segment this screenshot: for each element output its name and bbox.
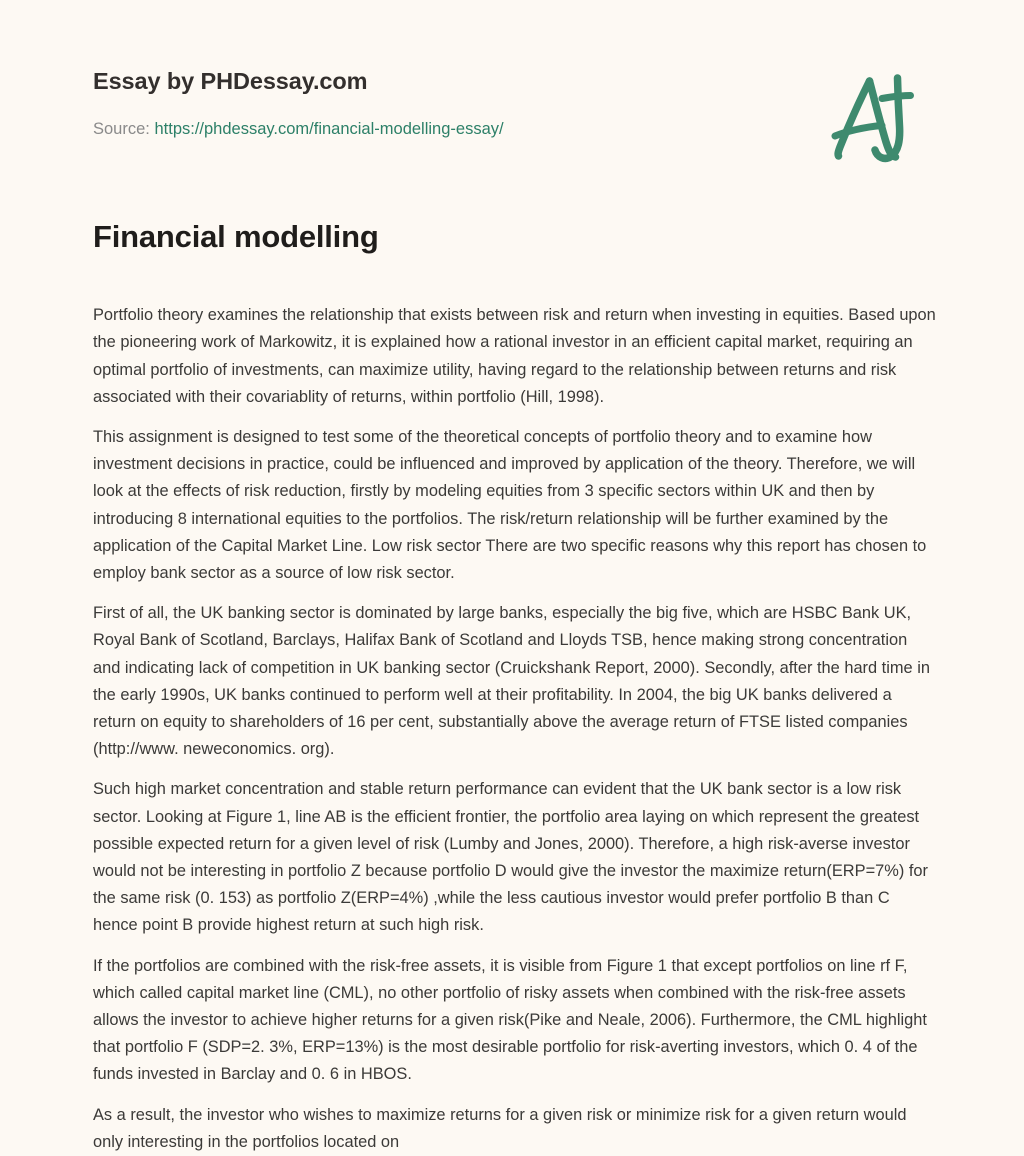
article-paragraph: First of all, the UK banking sector is dominated by large banks, especially the big five, which are HSBC Bank UK, Royal Bank of Scotland, Barclays, Halifax Bank of Scotland and Lloyds TSB, hence making strong concentration and indicating lack of competition in UK banking sector (Cruickshank Report, 2000). Secondly, after the hard time in the early 1990s, UK banks continued to perform well at their profitability. In 2004, the big UK banks delivered a return on equity to shareholders of 16 per cent, substantially above the average return of FTSE listed companies (http://www. neweconomics. org).: [93, 604, 930, 759]
article-paragraph: Portfolio theory examines the relationship that exists between risk and return when investing in equities. Based upon the pioneering work of Markowitz, it is explained how a rational investor in an efficient capital market, requiring an optimal portfolio of investments, can maximize utility, having regard to the relationship between returns and risk associated with their covariablity of returns, within portfolio (Hill, 1998).: [93, 306, 936, 406]
source-label: Source:: [93, 120, 150, 138]
a-plus-logo-icon: [812, 52, 932, 172]
article: [93, 218, 938, 1156]
article-paragraph: This assignment is designed to test some of the theoretical concepts of portfolio theory and to examine how investment decisions in practice, could be influenced and improved by application of the theory. Therefore, we will look at the effects of risk reduction, firstly by modeling equities from 3 specific sectors within UK and then by introducing 8 international equities to the portfolios. The risk/return relationship will be further examined by the application of the Capital Market Line. Low risk sector There are two specific reasons why this report has chosen to employ bank sector as a source of low risk sector.: [93, 428, 927, 583]
article-paragraph: Such high market concentration and stable return performance can evident that the UK bank sector is a low risk sector. Looking at Figure 1, line AB is the efficient frontier, the portfolio area laying on which represent the greatest possible expected return for a given level of risk (Lumby and Jones, 2000). Therefore, a high risk-averse investor would not be interesting in portfolio Z because portfolio D would give the investor the maximize return(ERP=7%) for the same risk (0. 153) as portfolio Z(ERP=4%) ,while the less cautious investor would prefer portfolio B than C hence point B provide highest return at such high risk.: [93, 780, 928, 935]
page-title: Financial modelling: [93, 219, 379, 254]
article-paragraph: As a result, the investor who wishes to maximize returns for a given risk or minimize risk for a given return would only interesting in the portfolios located on: [93, 1105, 907, 1151]
brand-title: Essay by PHDessay.com: [93, 68, 368, 94]
source-url-link[interactable]: https://phdessay.com/financial-modelling-essay/: [154, 120, 504, 138]
article-paragraph: If the portfolios are combined with the risk-free assets, it is visible from Figure 1 that except portfolios on line rf F, which called capital market line (CML), no other portfolio of risky assets when combined with the risk-free assets allows the investor to achieve higher returns for a given risk(Pike and Neale, 2006). Furthermore, the CML highlight that portfolio F (SDP=2. 3%, ERP=13%) is the most desirable portfolio for risk-averting investors, which 0. 4 of the funds invested in Barclay and 0. 6 in HBOS.: [93, 956, 927, 1084]
article-body: [93, 302, 938, 1156]
source-line: [93, 120, 504, 139]
page-header: [0, 0, 1024, 185]
